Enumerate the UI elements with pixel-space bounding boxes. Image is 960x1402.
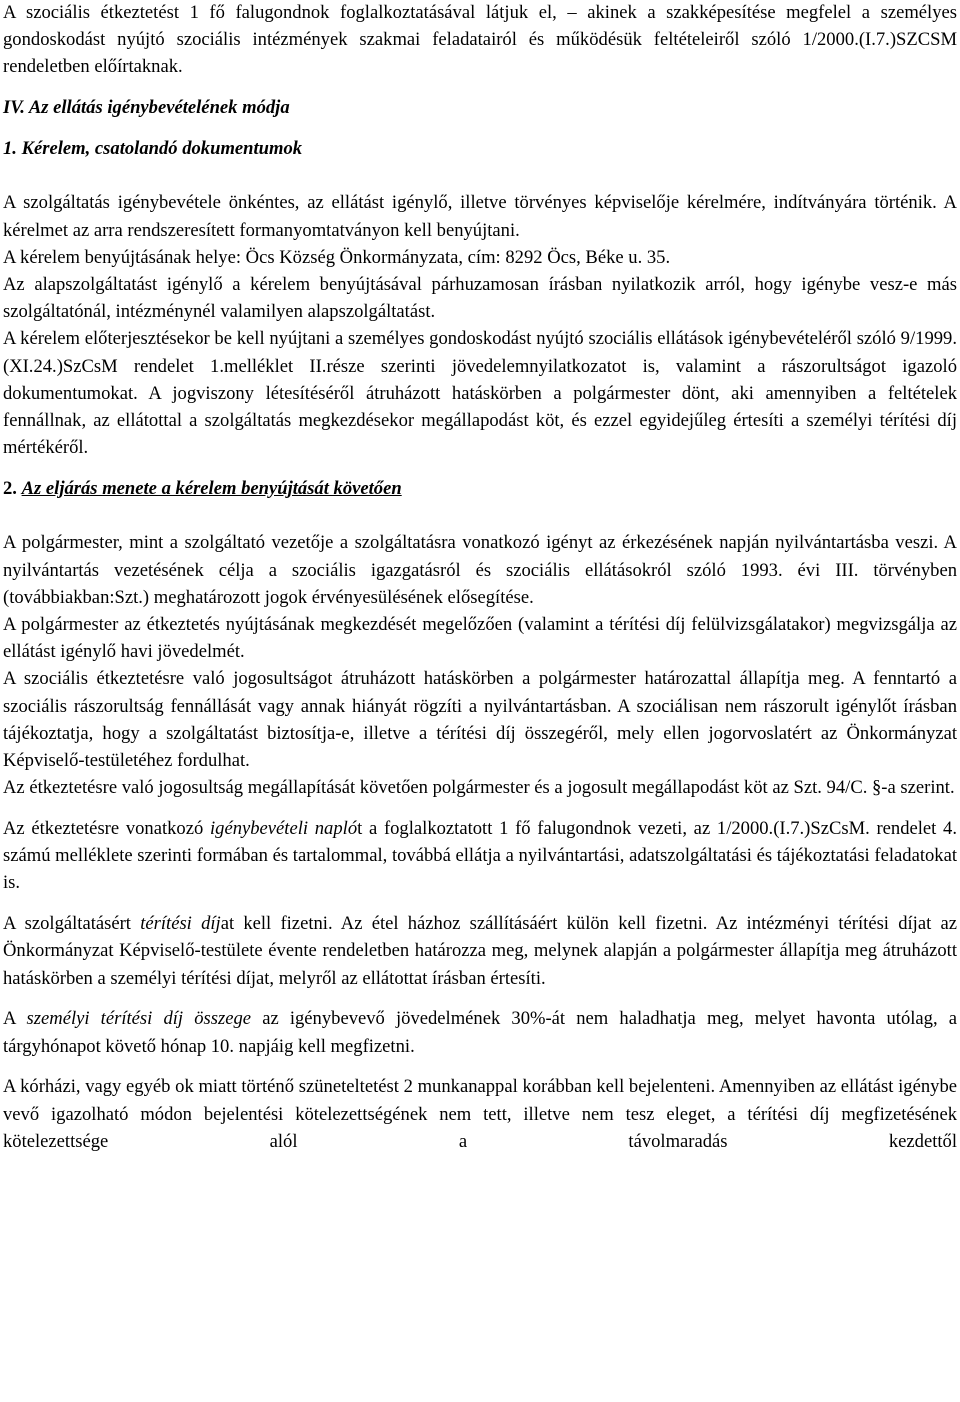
personal-fee-text-a: A — [3, 1008, 27, 1030]
absence-paragraph: A kórházi, vagy egyéb ok miatt történő szüneteltetést 2 munkanappal korábban kell bejelenteni. Amennyiben az ellátást igénybe vevő igazolható módon bejelentési kötelezettségének nem tett, illetve nem tesz eleget, a térítési díj megfizetésének kötelezettsége alól a távolmaradás kezdettől — [3, 1076, 957, 1152]
voluntary-paragraph: A szolgáltatás igénybevétele önkéntes, az ellátást igénylő, illetve törvényes képviselője kérelmére, indítványára történik. A kérelmet az arra rendszeresített formanyomtatványon kell benyújtani. — [3, 192, 957, 241]
agreement-paragraph: Az étkeztetésre való jogosultság megállapítását követően polgármester és a jogosult megállapodást köt az Szt. 94/C. §-a szerint. — [3, 777, 955, 799]
section-iv-heading: IV. Az ellátás igénybevételének módja — [3, 97, 290, 119]
declaration-paragraph: Az alapszolgáltatást igénylő a kérelem benyújtásával párhuzamosan írásban nyilatkozik arról, hogy igénybe vesz-e más szolgáltatónál, intézménynél valamilyen alapszolgáltatást. — [3, 274, 957, 323]
log-paragraph — [3, 815, 957, 897]
income-paragraph: A polgármester az étkeztetés nyújtásának megkezdését megelőzően (valamint a térítési díj felülvizsgálatakor) megvizsgálja az ellátást igénylő havi jövedelmét. — [3, 614, 957, 663]
place-paragraph: A kérelem benyújtásának helye: Öcs Község Önkormányzata, cím: 8292 Öcs, Béke u. 35. — [3, 246, 671, 268]
personal-fee-text-emphasis: személyi térítési díj összege — [26, 1008, 252, 1030]
personal-fee-text-b: az igénybevevő jövedelmének 30%-át nem haladhatja meg, melyet havonta utólag, a tárgyhónapot követő hónap 10. napjáig kell megfizetni. — [3, 1008, 957, 1057]
log-text-emphasis: igénybevételi napló — [209, 818, 358, 840]
subsection-1-heading: 1. Kérelem, csatolandó dokumentumok — [3, 138, 303, 159]
fee-text-emphasis: térítési díj — [140, 913, 221, 935]
intro-paragraph: A szociális étkeztetést 1 fő falugondnok foglalkoztatásával látjuk el, – akinek a szakképesítése megfelel a személyes gondoskodást nyújtó szociális intézmények szakmai feladatairól és működésük feltételeiről szóló 1/2000.(I.7.)SZCSM rendeletben előírtaknak. — [3, 2, 957, 78]
subsection-2-title: Az eljárás menete a kérelem benyújtását követően — [21, 478, 402, 500]
fee-text-b: at kell fizetni. Az étel házhoz szállításáért külön kell fizetni. Az intézményi térítési díjat az Önkormányzat Képviselő-testülete évente rendeletben határozza meg, melynek alapján a polgármester állapítja meg átruházott hatáskörben a személyi térítési díjat, melyről az ellátottat írásban értesíti. — [3, 913, 957, 989]
log-text-a: Az étkeztetésre vonatkozó — [3, 818, 210, 840]
log-text-b: t a foglalkoztatott 1 fő falugondnok vezeti, az 1/2000.(I.7.)SzCsM. rendelet 4. számú melléklete szerinti formában és tartalommal, továbbá ellátja a nyilvántartási, adatszolgáltatási és tájékoztatási feladatokat is. — [3, 818, 957, 894]
submission-paragraph: A kérelem előterjesztésekor be kell nyújtani a személyes gondoskodást nyújtó szociális ellátások igénybevételéről szóló 9/1999.(XI.24.)SzCsM rendelet 1.melléklet II.része szerinti jövedelemnyilatkozatot is, valamint a rászorultságot igazoló dokumentumokat. A jogviszony létesítéséről átruházott hatáskörben a polgármester dönt, aki amennyiben a feltételek fennállnak, az ellátottal a szolgáltatás megkezdésekor megállapodást köt, és ezzel egyidejűleg értesíti a személyi térítési díj mértékéről. — [3, 328, 957, 459]
subsection-2-heading — [3, 475, 957, 502]
subsection-2-number: 2. — [3, 478, 17, 500]
eligibility-paragraph: A szociális étkeztetésre való jogosultságot átruházott hatáskörben a polgármester határozattal állapítja meg. A fenntartó a szociális rászorultság fennállását vagy annak hiányát rögzíti a nyilvántartásban. A szociálisan nem rászorult igénylőt írásban tájékoztatja, hogy a szolgáltatást biztosítja-e, illetve a térítési díj összegéről, mely ellen jogorvoslatért az Önkormányzat Képviselő-testületéhez fordulhat. — [3, 668, 957, 772]
register-paragraph: A polgármester, mint a szolgáltató vezetője a szolgáltatásra vonatkozó igényt az érkezésének napján nyilvántartásba veszi. A nyilvántartás vezetésének célja a szociális igazgatásról és szociális ellátásokról szóló 1993. évi III. törvényben (továbbiakban:Szt.) meghatározott jogok érvényesülésének elősegítése. — [3, 532, 957, 608]
fee-text-a: A szolgáltatásért — [3, 913, 141, 935]
fee-paragraph — [3, 910, 957, 992]
personal-fee-paragraph — [3, 1005, 957, 1059]
